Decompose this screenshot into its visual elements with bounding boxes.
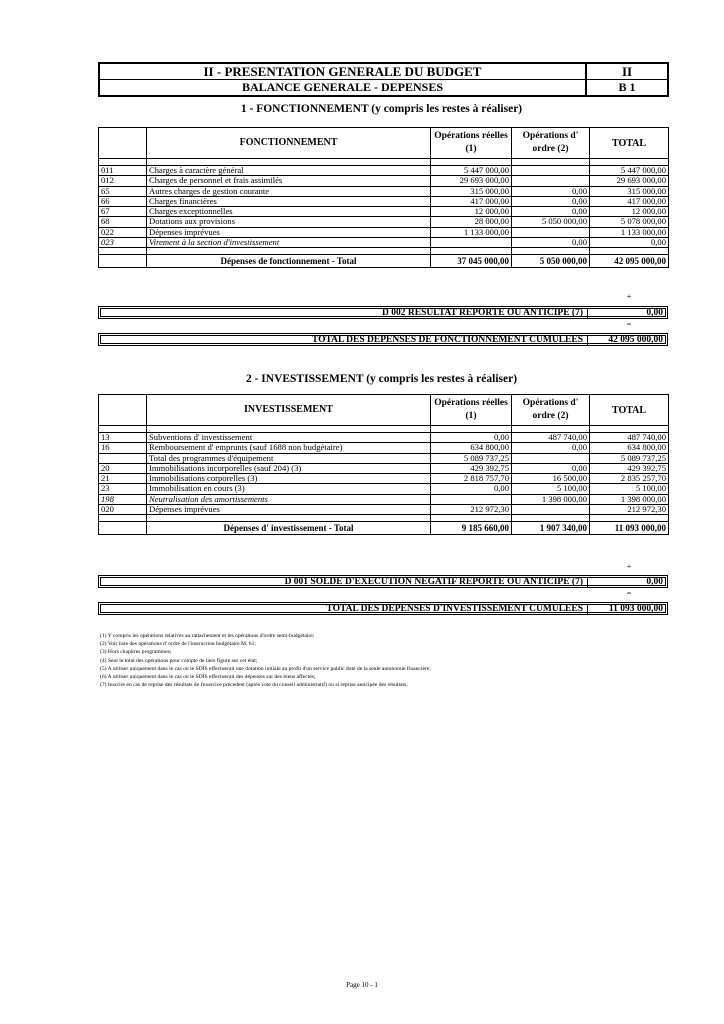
total-total: 42 095 000,00 (590, 255, 669, 268)
table-row (99, 176, 669, 186)
row-total: 487 740,00 (590, 433, 669, 443)
footnote-item: (5) A utiliser uniquement dans le cas où le SDIS effectuerait une dotation initiale au profit d'un service public doté de la seule autonomie financière; (100, 665, 431, 672)
row-code: 13 (99, 433, 147, 443)
row-ordre: 0,00 (512, 463, 590, 473)
row-ordre: 487 740,00 (512, 433, 590, 443)
report-label: D 001 SOLDE D'EXECUTION NEGATIF REPORTE OU ANTICIPE (7) (284, 577, 583, 587)
table-row (99, 453, 669, 463)
col-header-reelles: Opérations réelles (1) (431, 395, 512, 426)
table-row (99, 484, 669, 494)
row-code: 68 (99, 217, 147, 227)
col-header-ordre: Opérations d' ordre (2) (512, 128, 590, 159)
report-value: 0,00 (587, 309, 665, 318)
row-reelles: 5 089 737,25 (431, 453, 512, 463)
row-total: 1 133 000,00 (590, 227, 669, 237)
table-row (99, 166, 669, 176)
row-reelles: 315 000,00 (431, 186, 512, 196)
table-row (99, 217, 669, 227)
row-reelles: 417 000,00 (431, 196, 512, 206)
row-code: 23 (99, 484, 147, 494)
col-header-total: TOTAL (590, 128, 669, 159)
table-row (99, 227, 669, 237)
row-reelles (431, 494, 512, 504)
cumul-value: 11 093 000,00 (587, 605, 665, 614)
row-ordre: 0,00 (512, 238, 590, 248)
row-ordre: 16 500,00 (512, 474, 590, 484)
row-code (99, 453, 147, 463)
report-label: D 002 RESULTAT REPORTE OU ANTICIPE (7) (382, 308, 583, 318)
row-ordre: 1 398 000,00 (512, 494, 590, 504)
row-ordre (512, 505, 590, 515)
table-row (99, 505, 669, 515)
header-subcode: B 1 (618, 80, 636, 94)
row-total: 5 100,00 (590, 484, 669, 494)
equals-sign: = (626, 320, 632, 329)
plus-sign: + (626, 292, 632, 301)
row-total: 212 972,30 (590, 505, 669, 515)
row-total: 417 000,00 (590, 196, 669, 206)
row-ordre: 5 100,00 (512, 484, 590, 494)
row-label: Total des programmes d'équipement (147, 453, 431, 463)
investissement-table (98, 394, 669, 535)
row-ordre: 0,00 (512, 443, 590, 453)
fonctionnement-title: 1 - FONCTIONNEMENT (y compris les restes à réaliser) (240, 103, 523, 115)
footnote-item: (3) Hors chapitres programmes; (100, 649, 172, 656)
row-total: 5 078 000,00 (590, 217, 669, 227)
report-line (98, 306, 668, 319)
row-reelles: 28 000,00 (431, 217, 512, 227)
row-total: 315 000,00 (590, 186, 669, 196)
row-ordre: 0,00 (512, 186, 590, 196)
header-title: II - PRESENTATION GENERALE DU BUDGET (100, 64, 586, 80)
plus-sign: + (626, 562, 632, 571)
row-ordre: 0,00 (512, 196, 590, 206)
row-total: 12 000,00 (590, 207, 669, 217)
cumul-line (98, 333, 668, 346)
row-total: 5 447 000,00 (590, 166, 669, 176)
row-reelles: 634 800,00 (431, 443, 512, 453)
row-total: 634 800,00 (590, 443, 669, 453)
fonctionnement-table (98, 127, 669, 268)
col-header-label: INVESTISSEMENT (147, 395, 431, 426)
row-label: Dépenses imprévues (147, 227, 431, 237)
row-ordre: 5 050 000,00 (512, 217, 590, 227)
total-reelles: 9 185 660,00 (431, 522, 512, 535)
row-total: 2 835 257,70 (590, 474, 669, 484)
cumul-label: TOTAL DES DEPENSES D'INVESTISSEMENT CUMULEES (326, 604, 583, 614)
total-total: 11 093 000,00 (590, 522, 669, 535)
row-label: Charges financières (147, 196, 431, 206)
row-label: Immobilisation en cours (3) (147, 484, 431, 494)
row-total: 5 089 737,25 (590, 453, 669, 463)
total-ordre: 1 907 340,00 (512, 522, 590, 535)
header-subtitle: BALANCE GENERALE - DEPENSES (100, 80, 586, 96)
row-code: 67 (99, 207, 147, 217)
row-reelles: 29 693 000,00 (431, 176, 512, 186)
row-code: 198 (99, 494, 147, 504)
table-row (99, 474, 669, 484)
row-ordre (512, 453, 590, 463)
footnote-item: (1) Y compris les opérations relatives au rattachement et les opérations d'ordre semi-budgétaire; (100, 633, 315, 639)
report-line (98, 575, 668, 588)
table-row (99, 463, 669, 473)
table-row (99, 196, 669, 206)
row-total: 429 392,75 (590, 463, 669, 473)
row-label: Immobilisations incorporelles (sauf 204) (3) (147, 463, 431, 473)
row-reelles: 2 818 757,70 (431, 474, 512, 484)
table-row (99, 443, 669, 453)
row-total: 29 693 000,00 (590, 176, 669, 186)
total-reelles: 37 045 000,00 (431, 255, 512, 268)
report-value: 0,00 (587, 578, 665, 587)
page-header (98, 62, 669, 97)
row-code: 65 (99, 186, 147, 196)
row-ordre (512, 227, 590, 237)
row-label: Charges exceptionnelles (147, 207, 431, 217)
col-header-ordre: Opérations d' ordre (2) (512, 395, 590, 426)
row-label: Subventions d' investissement (147, 433, 431, 443)
row-total: 0,00 (590, 238, 669, 248)
table-row (99, 207, 669, 217)
total-label: Dépenses de fonctionnement - Total (147, 255, 431, 268)
total-label: Dépenses d' investissement - Total (147, 522, 431, 535)
row-reelles: 212 972,30 (431, 505, 512, 515)
row-label: Virement à la section d'investissement (147, 238, 431, 248)
table-row (99, 433, 669, 443)
row-code: 20 (99, 463, 147, 473)
cumul-value: 42 095 000,00 (587, 336, 665, 345)
investissement-title: 2 - INVESTISSEMENT (y compris les restes à réaliser) (245, 373, 518, 385)
row-code: 020 (99, 505, 147, 515)
row-reelles: 429 392,75 (431, 463, 512, 473)
row-code: 011 (99, 166, 147, 176)
cumul-label: TOTAL DES DEPENSES DE FONCTIONNEMENT CUMULEES (311, 335, 583, 345)
table-row (99, 238, 669, 248)
equals-sign: = (626, 589, 632, 598)
footnotes (100, 632, 431, 689)
row-ordre (512, 176, 590, 186)
page-number: Page 10 - 1 (346, 981, 378, 989)
row-code: 022 (99, 227, 147, 237)
row-reelles: 5 447 000,00 (431, 166, 512, 176)
row-reelles: 1 133 000,00 (431, 227, 512, 237)
row-label: Charges de personnel et frais assimilés (147, 176, 431, 186)
row-label: Remboursement d' emprunts (sauf 1688 non budgétaire) (147, 443, 431, 453)
row-total: 1 398 000,00 (590, 494, 669, 504)
cumul-line (98, 602, 668, 615)
table-row (99, 186, 669, 196)
footnote-item: (6) A utiliser uniquement dans le cas où le SDIS effectuerait des dépenses sur des biens affectés; (100, 674, 316, 681)
row-reelles: 0,00 (431, 433, 512, 443)
footnote-item: (7) Inscrire en cas de reprise des résultats de l'exercice précedent (après vote du conseil administratif) ou si reprise anticipée des résultats; (100, 682, 408, 689)
row-reelles: 0,00 (431, 484, 512, 494)
row-ordre: 0,00 (512, 207, 590, 217)
row-reelles (431, 238, 512, 248)
total-ordre: 5 050 000,00 (512, 255, 590, 268)
footnote-item: (2) Voir liste des opérations d' ordre de l'instruction budgétaire M. 61; (100, 641, 256, 648)
header-code: II (586, 64, 667, 80)
row-code: 66 (99, 196, 147, 206)
row-ordre (512, 166, 590, 176)
col-header-total: TOTAL (590, 395, 669, 426)
table-row (99, 494, 669, 504)
row-label: Charges à caractère général (147, 166, 431, 176)
row-code: 16 (99, 443, 147, 453)
row-label: Autres charges de gestion courante (147, 186, 431, 196)
col-header-reelles: Opérations réelles (1) (431, 128, 512, 159)
footnote-item: (4) Seul le total des opérations pour compte de tiers figure sur cet état; (100, 657, 258, 664)
row-label: Immobilisations corporelles (3) (147, 474, 431, 484)
row-code: 023 (99, 238, 147, 248)
col-header-label: FONCTIONNEMENT (147, 128, 431, 159)
row-reelles: 12 000,00 (431, 207, 512, 217)
row-code: 012 (99, 176, 147, 186)
row-label: Dotations aux provisions (147, 217, 431, 227)
row-label: Neutralisation des amortissements (147, 494, 431, 504)
row-code: 21 (99, 474, 147, 484)
row-label: Dépenses imprévues (147, 505, 431, 515)
